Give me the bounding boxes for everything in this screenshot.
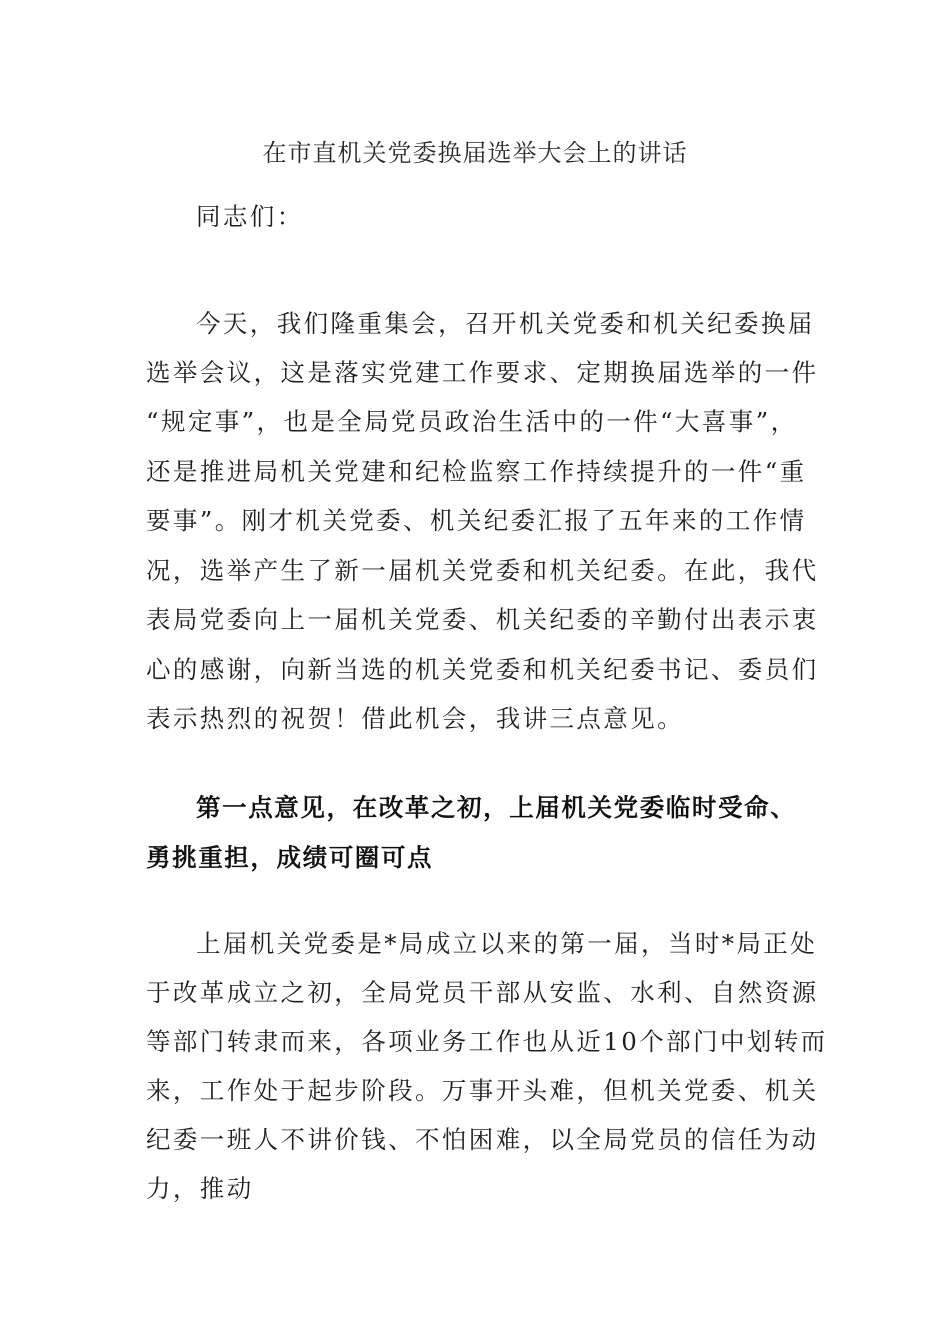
paragraph-line: 于改革成立之初，全局党员干部从安监、水利、自然资源: [146, 978, 819, 1007]
paragraph-line: 上届机关党委是*局成立以来的第一届，当时*局正处: [196, 929, 818, 958]
paragraph-line: 来，工作处于起步阶段。万事开头难，但机关党委、机关: [146, 1076, 819, 1105]
document-title: 在市直机关党委换届选举大会上的讲话: [262, 139, 688, 167]
paragraph-line: 今天，我们隆重集会，召开机关党委和机关纪委换届: [196, 309, 815, 338]
paragraph-line: 等部门转隶而来，各项业务工作也从近10个部门中划转而: [146, 1027, 828, 1056]
paragraph-line: 还是推进局机关党建和纪检监察工作持续提升的一件“重: [146, 457, 807, 486]
paragraph-line: 表局党委向上一届机关党委、机关纪委的辛勤付出表示衷: [146, 605, 819, 634]
paragraph-line: 心的感谢，向新当选的机关党委和机关纪委书记、委员们: [146, 655, 819, 684]
paragraph-line: 力，推动: [146, 1174, 254, 1203]
paragraph-line: 要事”。刚才机关党委、机关纪委汇报了五年来的工作情: [146, 506, 807, 535]
heading-line: 勇挑重担，成绩可圈可点: [146, 843, 434, 872]
paragraph-line: 表示热烈的祝贺！借此机会，我讲三点意见。: [146, 704, 684, 733]
salutation: 同志们：: [196, 202, 304, 231]
paragraph-line: 纪委一班人不讲价钱、不怕困难，以全局党员的信任为动: [146, 1125, 819, 1154]
paragraph-line: 况，选举产生了新一届机关党委和机关纪委。在此，我代: [146, 556, 819, 585]
heading-line: 第一点意见，在改革之初，上届机关党委临时受命、: [196, 793, 797, 822]
paragraph-line: 选举会议，这是落实党建工作要求、定期换届选举的一件: [146, 358, 819, 387]
paragraph-line: “规定事”，也是全局党员政治生活中的一件“大喜事”，: [146, 407, 798, 436]
